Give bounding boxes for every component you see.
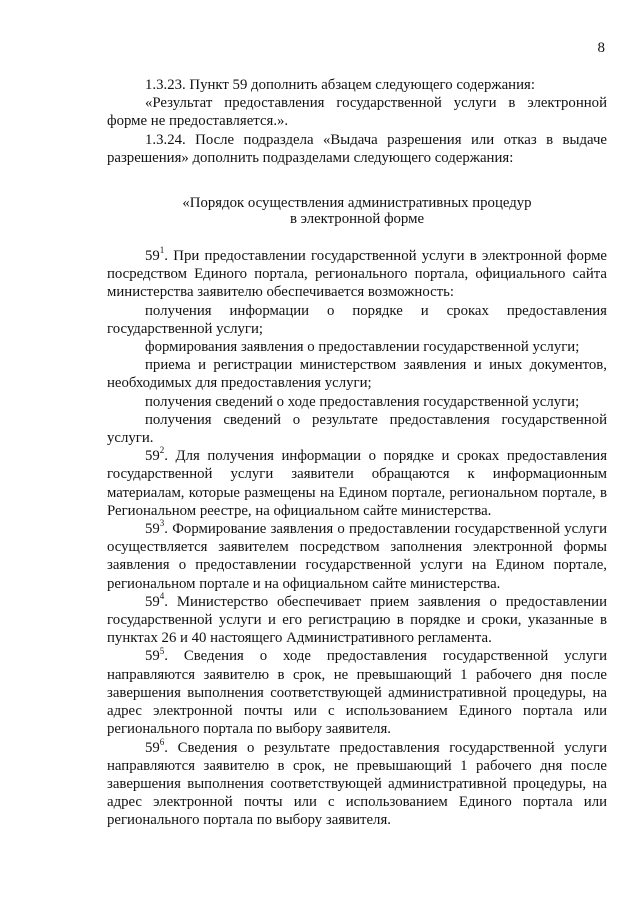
clause-text: . Сведения о результате предоставления государственной услуги направляются заявителю в срок, не превышающий 1 рабочего дня после завершения выполнения соответствующей административной процедуры, на адрес электронной почты или с использованием Единого портала или регионального портала по выбору заявителя. bbox=[107, 739, 607, 829]
section-heading-line-1: «Порядок осуществления административных процедур bbox=[182, 195, 532, 212]
spacer bbox=[107, 167, 607, 185]
clause-59-6 bbox=[107, 736, 607, 830]
clause-superscript: 1 bbox=[159, 245, 165, 256]
list-item: получения сведений о ходе предоставления государственной услуги; bbox=[145, 393, 580, 410]
clause-59-3 bbox=[107, 520, 607, 593]
clause-number: 59 bbox=[145, 248, 160, 265]
clause-superscript: 6 bbox=[159, 736, 165, 747]
clause-59-4 bbox=[107, 590, 607, 648]
clause-59-1 bbox=[107, 247, 607, 302]
list-item: приема и регистрации министерством заявления и иных документов, необходимых для предоставления услуги; bbox=[107, 357, 607, 392]
clause-59-5 bbox=[107, 647, 607, 738]
clause-number: 59 bbox=[145, 593, 160, 610]
list-item: получения сведений о результате предоставления государственной услуги. bbox=[107, 411, 607, 447]
list-item: формирования заявления о предоставлении государственной услуги; bbox=[145, 339, 580, 356]
paragraph-1-3-23: 1.3.23. Пункт 59 дополнить абзацем следующего содержания: bbox=[145, 77, 535, 93]
clause-number: 59 bbox=[145, 648, 160, 665]
page-number: 8 bbox=[597, 40, 605, 56]
paragraph-1-3-24: 1.3.24. После подраздела «Выдача разрешения или отказ в выдаче разрешения» дополнить подразделами следующего содержания: bbox=[107, 131, 607, 166]
clause-superscript: 4 bbox=[159, 590, 165, 601]
list-item: получения информации о порядке и сроках предоставления государственной услуги; bbox=[107, 302, 607, 337]
section-heading-line-2: в электронной форме bbox=[289, 211, 425, 228]
clause-59-2 bbox=[107, 447, 607, 520]
clause-text: . Министерство обеспечивает прием заявления о предоставлении государственной услуги и его регистрацию в порядке и сроки, указанные в пунктах 26 и 40 настоящего Административного регламента. bbox=[107, 593, 607, 647]
clause-number: 59 bbox=[145, 448, 160, 465]
spacer bbox=[107, 227, 607, 247]
clause-superscript: 3 bbox=[159, 518, 165, 529]
clause-number: 59 bbox=[145, 521, 160, 538]
clause-text: . Для получения информации о порядке и сроках предоставления государственной услуги заявители обращаются к информационным материалам, которые размещены на Едином портале, региональном портале, в Региональном реестре, на официальном сайте министерства. bbox=[107, 448, 607, 519]
clause-superscript: 2 bbox=[159, 445, 165, 456]
paragraph-quote-result: «Результат предоставления государственной услуги в электронной форме не предоставляется.». bbox=[107, 95, 607, 130]
document-body bbox=[107, 76, 607, 830]
clause-superscript: 5 bbox=[159, 645, 165, 656]
clause-text: . Сведения о ходе предоставления государственной услуги направляются заявителю в срок, не превышающий 1 рабочего дня после завершения выполнения соответствующей административной процедуры, на адрес электронной почты или с использованием Единого портала или регионального портала по выбору заявителя. bbox=[107, 648, 607, 738]
section-heading bbox=[107, 195, 607, 227]
clause-text: . При предоставлении государственной услуги в электронной форме посредством Единого портала, регионального портала, официального сайта министерства заявителю обеспечивается возможность: bbox=[107, 248, 607, 301]
clause-number: 59 bbox=[145, 739, 160, 756]
clause-text: . Формирование заявления о предоставлении государственной услуги осуществляется заявителем посредством заполнения электронной формы заявления о предоставлении государственной услуги на Едином портале, региональном портале и на официальном сайте министерства. bbox=[107, 521, 607, 592]
